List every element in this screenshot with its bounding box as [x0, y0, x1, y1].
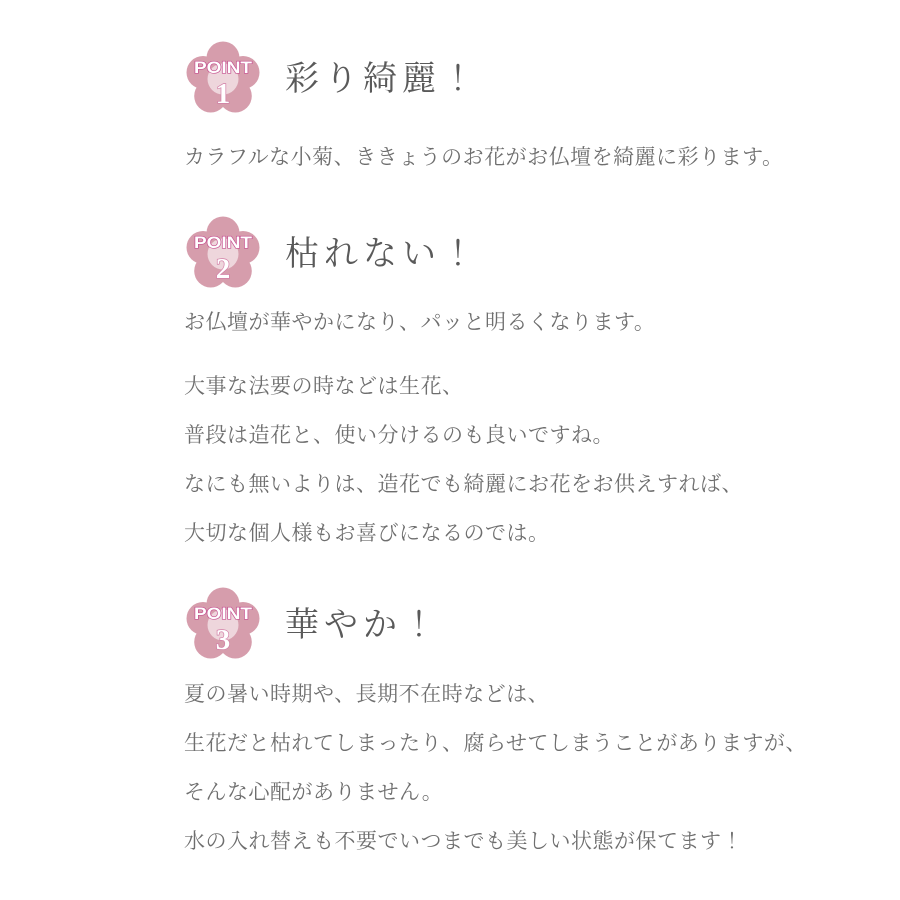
body-line: カラフルな小菊、ききょうのお花がお仏壇を綺麗に彩ります。 — [184, 145, 784, 169]
body-line: 大事な法要の時などは生花、 — [184, 374, 464, 398]
point-3-heading: 華やか！ — [285, 607, 441, 644]
point-label: POINT — [194, 233, 253, 252]
body-line: 普段は造花と、使い分けるのも良いですね。 — [184, 423, 614, 447]
point-1-badge — [183, 37, 263, 117]
body-line: 生花だと枯れてしまったり、腐らせてしまうことがありますが、 — [184, 731, 807, 755]
point-2-badge — [183, 212, 263, 292]
body-line: 大切な個人様もお喜びになるのでは。 — [184, 521, 550, 545]
point-label: POINT — [194, 604, 253, 623]
point-3-paragraph — [184, 670, 807, 866]
body-line: そんな心配がありません。 — [184, 780, 444, 804]
body-line: 夏の暑い時期や、長期不在時などは、 — [184, 682, 550, 706]
point-3-badge — [183, 583, 263, 663]
point-number: 2 — [215, 253, 231, 285]
point-label: POINT — [194, 58, 253, 77]
body-line: お仏壇が華やかになり、パッと明るくなります。 — [184, 310, 656, 334]
point-section-2-header — [183, 212, 480, 292]
body-line: 水の入れ替えも不要でいつまでも美しい状態が保てます！ — [184, 829, 743, 853]
point-section-1-header — [183, 37, 480, 117]
point-2-paragraph-2 — [184, 362, 743, 558]
point-1-paragraph — [184, 133, 783, 182]
point-number: 1 — [215, 78, 231, 110]
point-1-heading: 彩り綺麗！ — [285, 61, 480, 98]
point-section-3-header — [183, 583, 441, 663]
point-2-paragraph-1 — [184, 298, 655, 347]
body-line: なにも無いよりは、造花でも綺麗にお花をお供えすれば、 — [184, 472, 743, 496]
point-2-heading: 枯れない！ — [285, 236, 480, 273]
point-number: 3 — [215, 624, 231, 656]
